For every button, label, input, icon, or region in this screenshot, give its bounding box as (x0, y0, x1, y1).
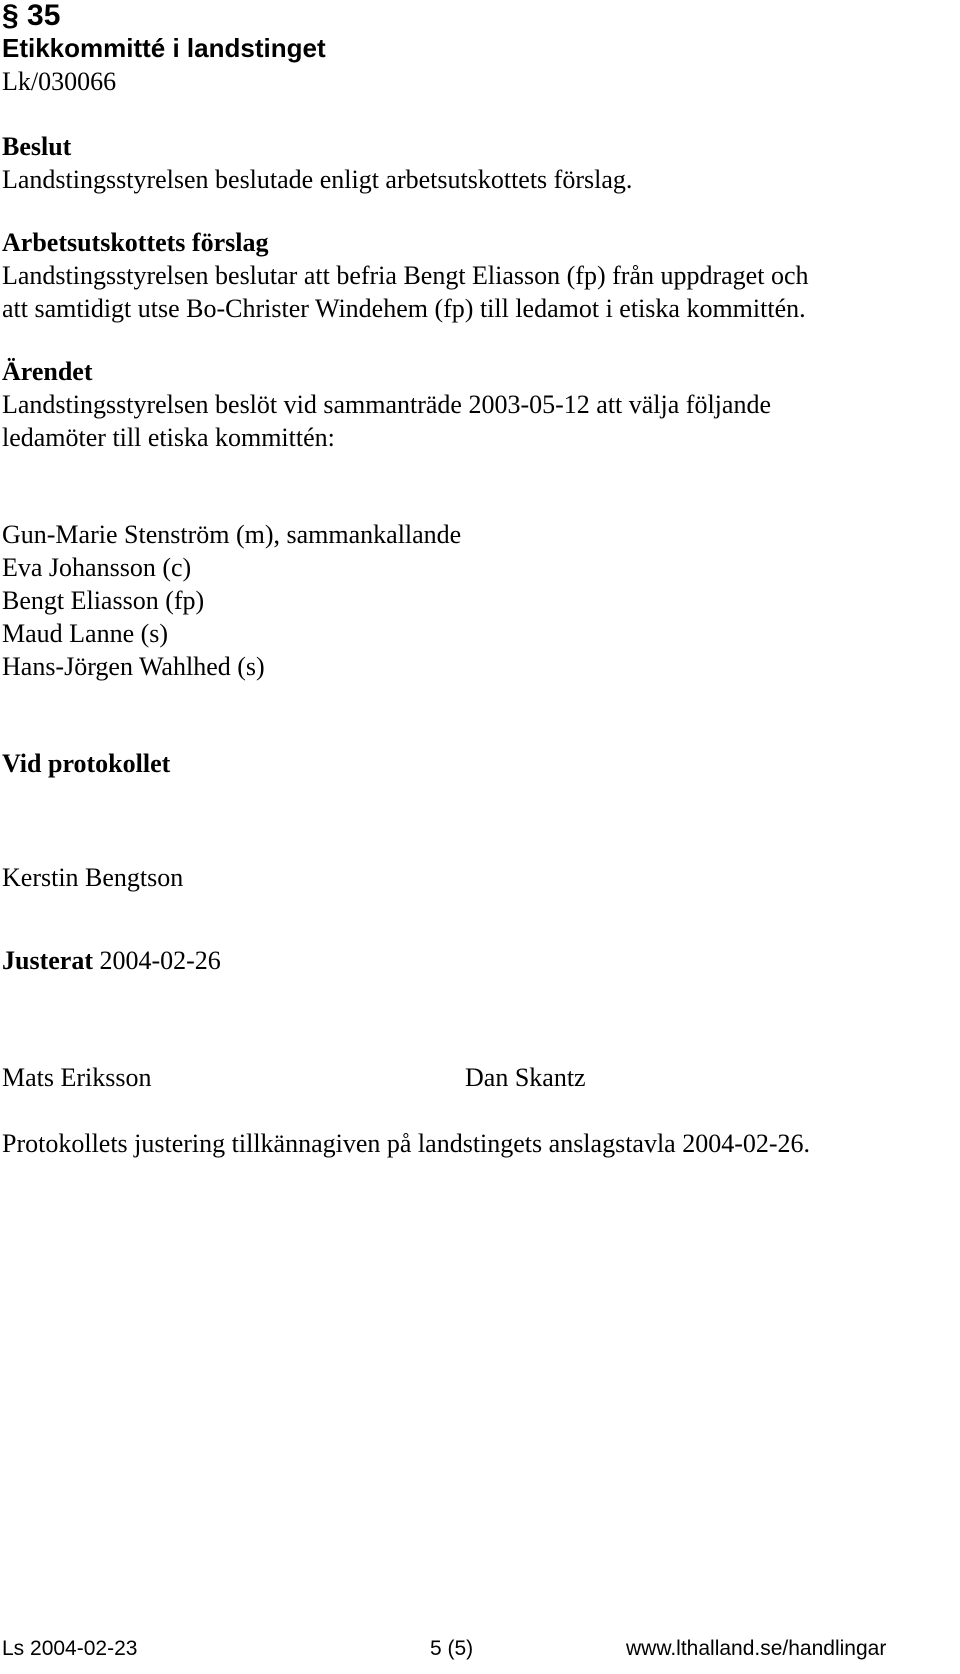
list-item: Eva Johansson (c) (2, 553, 192, 582)
proposal-line: att samtidigt utse Bo-Christer Windehem (fp) till ledamot i etiska kommittén. (2, 294, 806, 323)
decision-section (2, 130, 952, 196)
adjusted-label: Justerat (2, 946, 93, 975)
reference-number: Lk/030066 (2, 67, 117, 96)
proposal-line: Landstingsstyrelsen beslutar att befria Bengt Eliasson (fp) från uppdraget och (2, 261, 809, 290)
adjuster-name: Dan Skantz (465, 1063, 586, 1092)
adjusted-date: 2004-02-26 (99, 946, 221, 975)
decision-text: Landstingsstyrelsen beslutade enligt arbetsutskottets förslag. (2, 165, 633, 194)
list-item: Bengt Eliasson (fp) (2, 586, 205, 615)
matter-line: ledamöter till etiska kommittén: (2, 423, 335, 452)
list-item: Hans-Jörgen Wahlhed (s) (2, 652, 265, 681)
secretary-name: Kerstin Bengtson (2, 863, 184, 892)
adjusted-line (2, 944, 221, 977)
footer-page-number: 5 (5) (430, 1637, 474, 1660)
proposal-section (2, 226, 952, 325)
list-item: Gun-Marie Stenström (m), sammankallande (2, 520, 462, 549)
announcement-text: Protokollets justering tillkännagiven på landstingets anslagstavla 2004-02-26. (2, 1129, 811, 1158)
minutes-heading: Vid protokollet (2, 749, 171, 778)
decision-heading: Beslut (2, 132, 72, 161)
matter-section (2, 355, 952, 454)
footer-url: www.lthalland.se/handlingar (626, 1637, 887, 1660)
matter-heading: Ärendet (2, 357, 93, 386)
matter-line: Landstingsstyrelsen beslöt vid sammanträde 2003-05-12 att välja följande (2, 390, 771, 419)
member-list (2, 518, 952, 683)
section-number: § 35 (2, 0, 61, 32)
adjuster-name: Mats Eriksson (2, 1063, 152, 1092)
list-item: Maud Lanne (s) (2, 619, 169, 648)
proposal-heading: Arbetsutskottets förslag (2, 228, 269, 257)
item-title: Etikkommitté i landstinget (2, 33, 326, 63)
footer-date: Ls 2004-02-23 (2, 1637, 138, 1660)
